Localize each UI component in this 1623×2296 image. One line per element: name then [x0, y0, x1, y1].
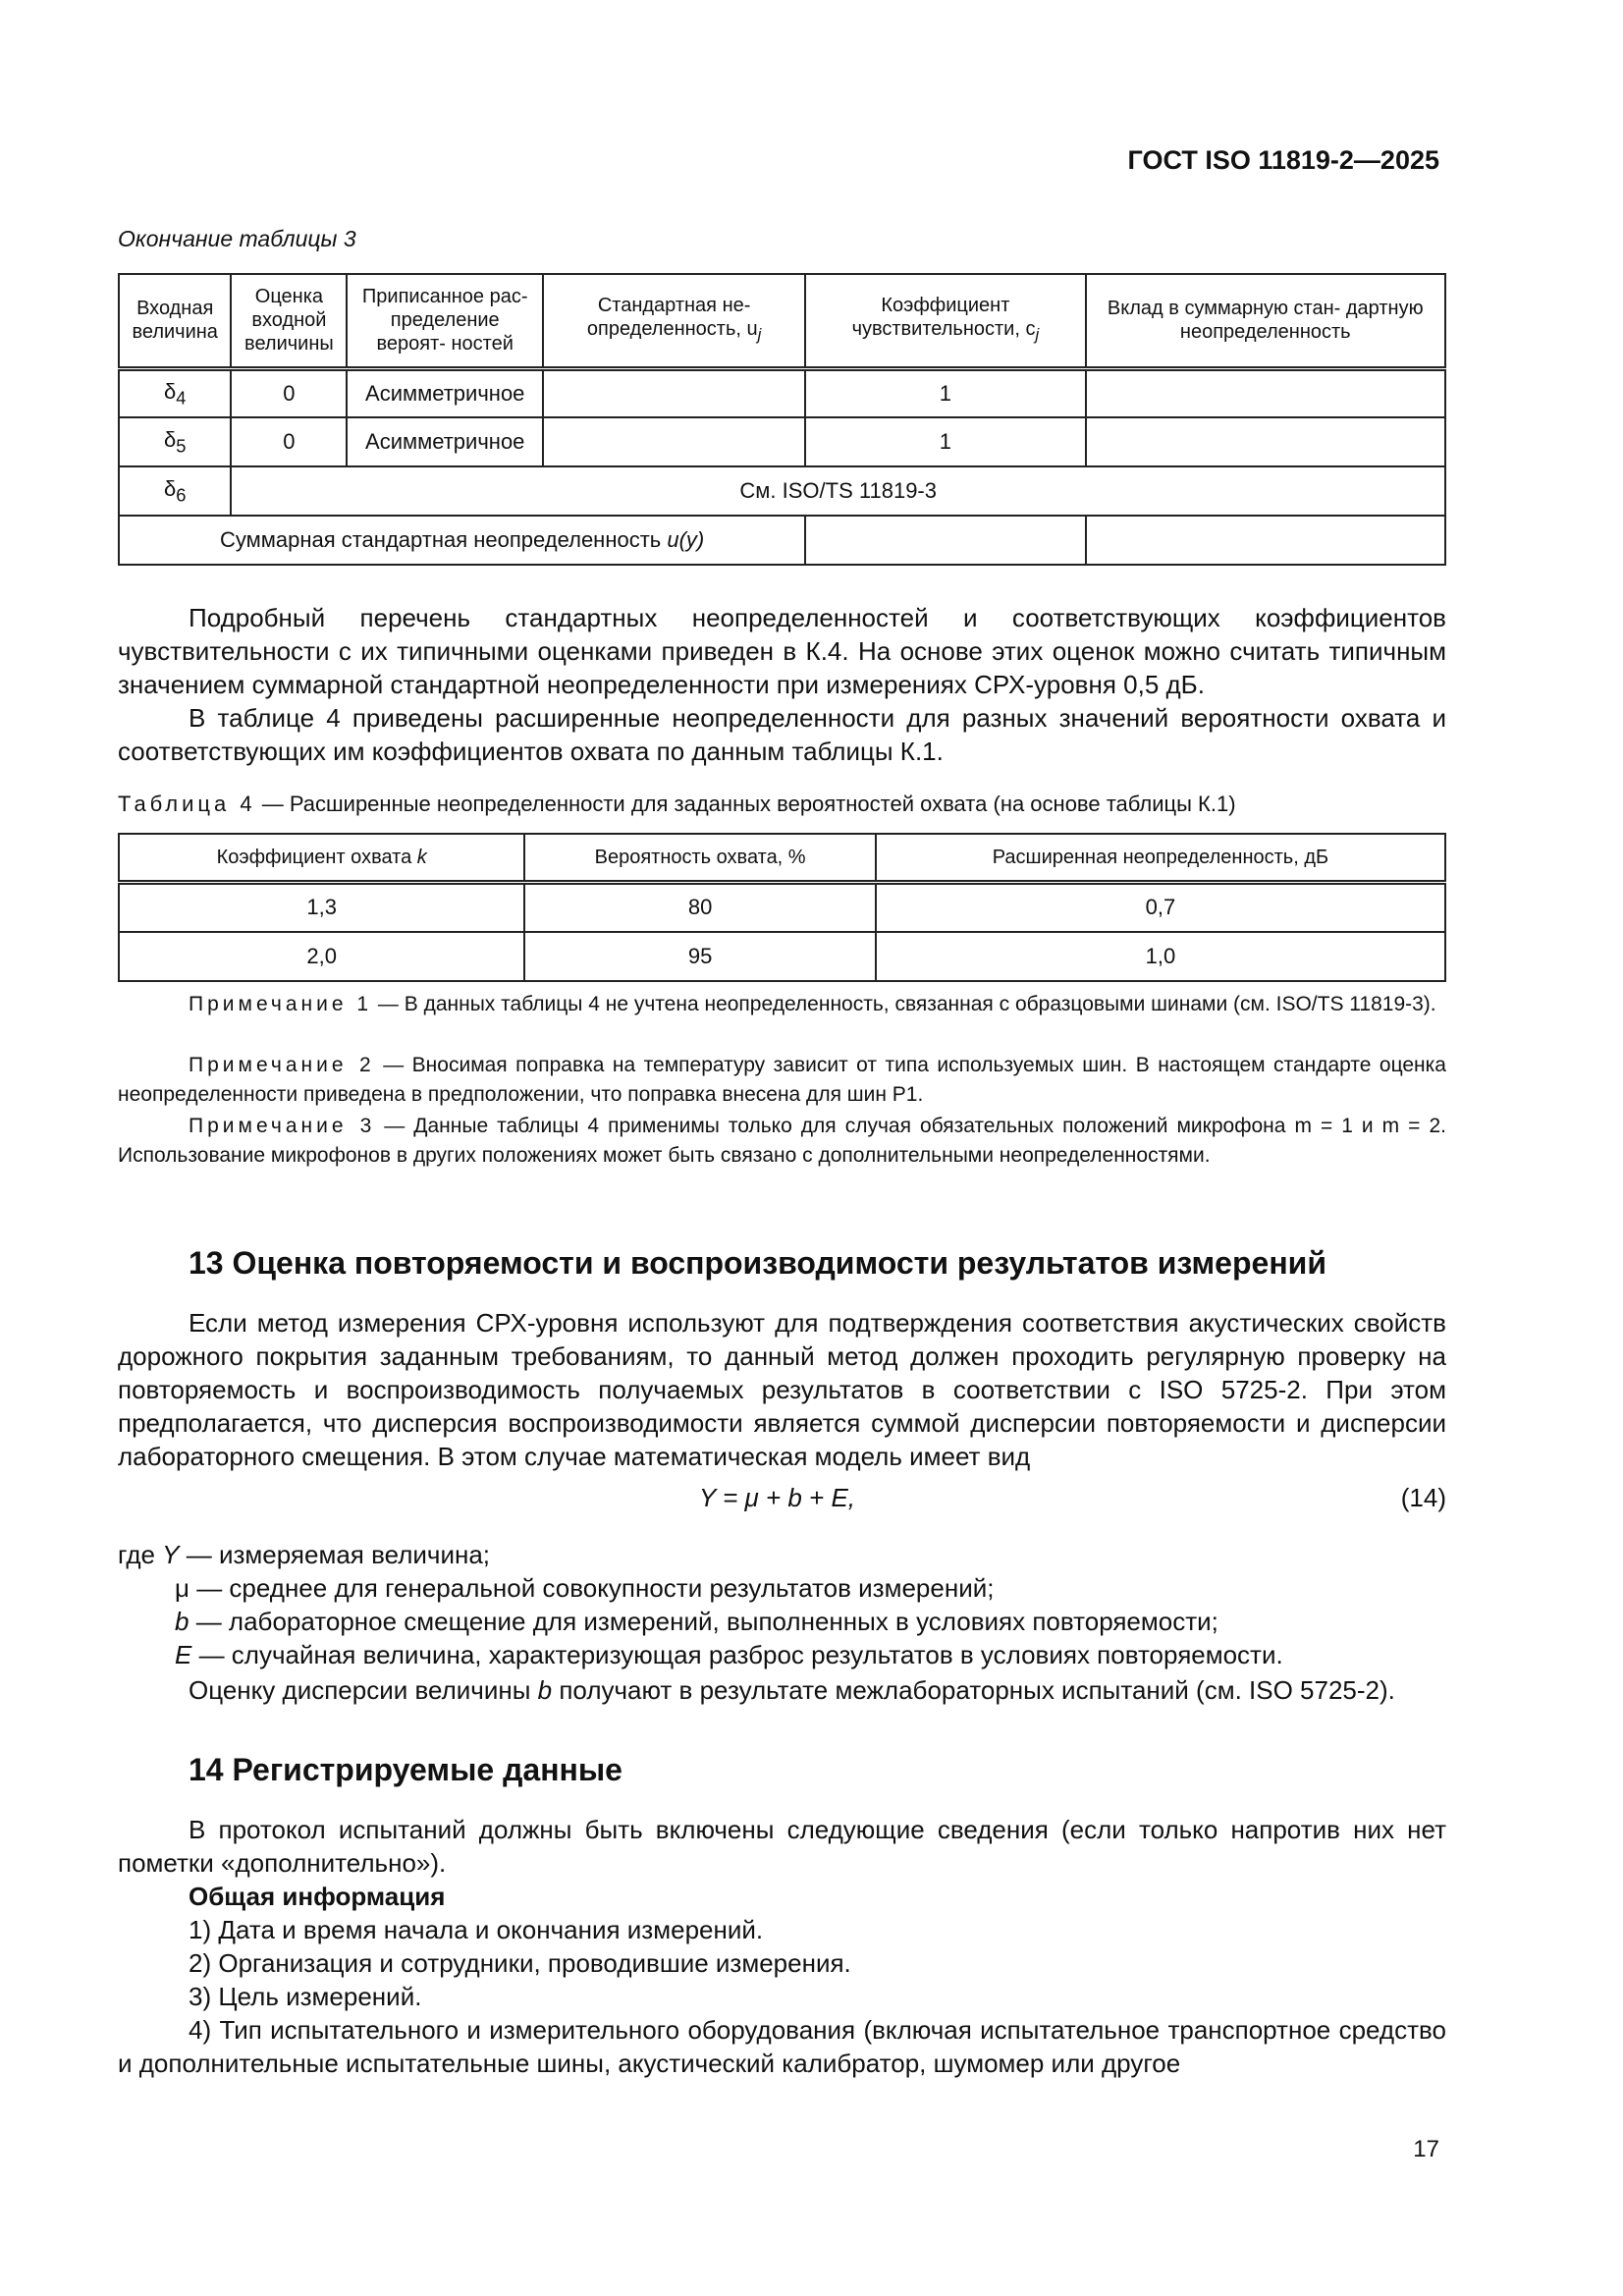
table3-col-contribution: Вклад в суммарную стан- дартную неопределенность — [1086, 274, 1446, 368]
expanded-cell: 0,7 — [876, 883, 1445, 932]
table-4 — [118, 833, 1446, 982]
table3-caption: Окончание таблицы 3 — [118, 226, 356, 251]
table3-total-row — [119, 516, 1445, 565]
std-cell — [543, 417, 805, 466]
section-14-paragraph: В протокол испытаний должны быть включены следующие сведения (если только напротив них нет пометки «дополнительно»). — [118, 1815, 1446, 1878]
note-3: Примечание 3 — Данные таблицы 4 применимы только для случая обязательных положений микрофона m = 1 и m = 2. Использование микрофонов в других положениях может быть связано с дополнительными неопределенностями. — [118, 1115, 1446, 1167]
k-cell: 2,0 — [119, 932, 524, 981]
table3-col-estimate: Оценка входной величины — [231, 274, 347, 368]
total-label: Суммарная стандартная неопределенность u(y) — [119, 516, 805, 565]
document-header: ГОСТ ISO 11819-2—2025 — [1127, 145, 1439, 175]
table3-col-std-uncertainty: Стандартная не- определенность, $u_j$ — [543, 274, 805, 368]
table-3 — [118, 273, 1446, 566]
coef-cell: 1 — [805, 417, 1085, 466]
page-number: 17 — [1413, 2136, 1439, 2162]
table3-header-row — [119, 274, 1445, 368]
input-symbol: $\delta_5$ — [119, 417, 231, 466]
table4-col-k: Коэффициент охвата k — [119, 834, 524, 883]
table-row — [119, 932, 1445, 981]
total-coef-cell — [805, 516, 1085, 565]
total-contrib-cell — [1086, 516, 1446, 565]
paragraph-1: Подробный перечень стандартных неопределенностей и соответствующих коэффициентов чувствительности с их типичными оценками приведен в К.4. На основе этих оценок можно считать типичным значением суммарной стандартной неопределенности при измерениях СРХ-уровня 0,5 дБ. — [118, 603, 1446, 699]
list-item: 4) Тип испытательного и измерительного оборудования (включая испытательное транспортное средство и дополнительные испытательные шины, акустический калибратор, шумомер или другое — [118, 2015, 1446, 2078]
table-row — [119, 368, 1445, 417]
table4-header-row — [119, 834, 1445, 883]
table3-col-input: Входная величина — [119, 274, 231, 368]
probability-cell: 95 — [524, 932, 875, 981]
table3-col-sensitivity: Коэффициент чувствительности, $c_j$ — [805, 274, 1085, 368]
paragraph-2: В таблице 4 приведены расширенные неопределенности для разных значений вероятности охвата и соответствующих им коэффициентов охвата по данным таблицы К.1. — [118, 703, 1446, 766]
note-1: Примечание 1 — В данных таблицы 4 не учтена неопределенность, связанная с образцовыми шинами (см. ISO/TS 11819-3). — [189, 993, 1436, 1015]
expanded-cell: 1,0 — [876, 932, 1445, 981]
general-info-heading: Общая информация — [189, 1882, 446, 1911]
contrib-cell — [1086, 368, 1446, 417]
distribution-cell: Асимметричное — [347, 368, 543, 417]
input-symbol: $\delta_4$ — [119, 368, 231, 417]
table-row — [119, 466, 1445, 516]
formula-14: Y = μ + b + E, — [699, 1483, 856, 1512]
estimate-cell: 0 — [231, 417, 347, 466]
distribution-cell: Асимметричное — [347, 417, 543, 466]
coef-cell: 1 — [805, 368, 1085, 417]
estimate-cell: 0 — [231, 368, 347, 417]
note-2: Примечание 2 — Вносимая поправка на температуру зависит от типа используемых шин. В настоящем стандарте оценка неопределенности приведена в предположении, что поправка внесена для шин Р1. — [118, 1054, 1446, 1106]
probability-cell: 80 — [524, 883, 875, 932]
k-cell: 1,3 — [119, 883, 524, 932]
table-row — [119, 417, 1445, 466]
std-cell — [543, 368, 805, 417]
table3-col-distribution: Приписанное рас- пределение вероят- ностей — [347, 274, 543, 368]
where-item: где Y — измеряемая величина; — [118, 1540, 491, 1569]
where-item: μ — среднее для генеральной совокупности результатов измерений; — [175, 1573, 995, 1603]
where-item: E — случайная величина, характеризующая разброс результатов в условиях повторяемости. — [175, 1640, 1283, 1669]
table-row — [119, 883, 1445, 932]
table4-col-expanded: Расширенная неопределенность, дБ — [876, 834, 1445, 883]
section-13-final: Оценку дисперсии величины b получают в результате межлабораторных испытаний (см. ISO 5725-2). — [189, 1675, 1395, 1705]
section-13-title: 13 Оценка повторяемости и воспроизводимости результатов измерений — [189, 1245, 1326, 1281]
table4-caption: Таблица 4 — Расширенные неопределенности для заданных вероятностей охвата (на основе таблицы К.1) — [118, 792, 1236, 816]
where-item: b — лабораторное смещение для измерений, выполненных в условиях повторяемости; — [175, 1607, 1218, 1636]
list-item: 1) Дата и время начала и окончания измерений. — [189, 1915, 764, 1944]
section-13-paragraph: Если метод измерения СРХ-уровня используют для подтверждения соответствия акустических свойств дорожного покрытия заданным требованиям, то данный метод должен проходить регулярную проверку на повторяемость и воспроизводимость получаемых результатов в соответствии с ISO 5725-2. При этом предполагается, что дисперсия воспроизводимости является суммой дисперсии повторяемости и дисперсии лабораторного смещения. В этом случае математическая модель имеет вид — [118, 1308, 1446, 1471]
section-14-title: 14 Регистрируемые данные — [189, 1752, 622, 1787]
list-item: 3) Цель измерений. — [189, 1982, 422, 2011]
list-item: 2) Организация и сотрудники, проводившие измерения. — [189, 1948, 851, 1978]
merged-cell: См. ISO/TS 11819-3 — [231, 466, 1445, 516]
formula-number: (14) — [1400, 1483, 1446, 1512]
contrib-cell — [1086, 417, 1446, 466]
table4-col-probability: Вероятность охвата, % — [524, 834, 875, 883]
input-symbol: $\delta_6$ — [119, 466, 231, 516]
